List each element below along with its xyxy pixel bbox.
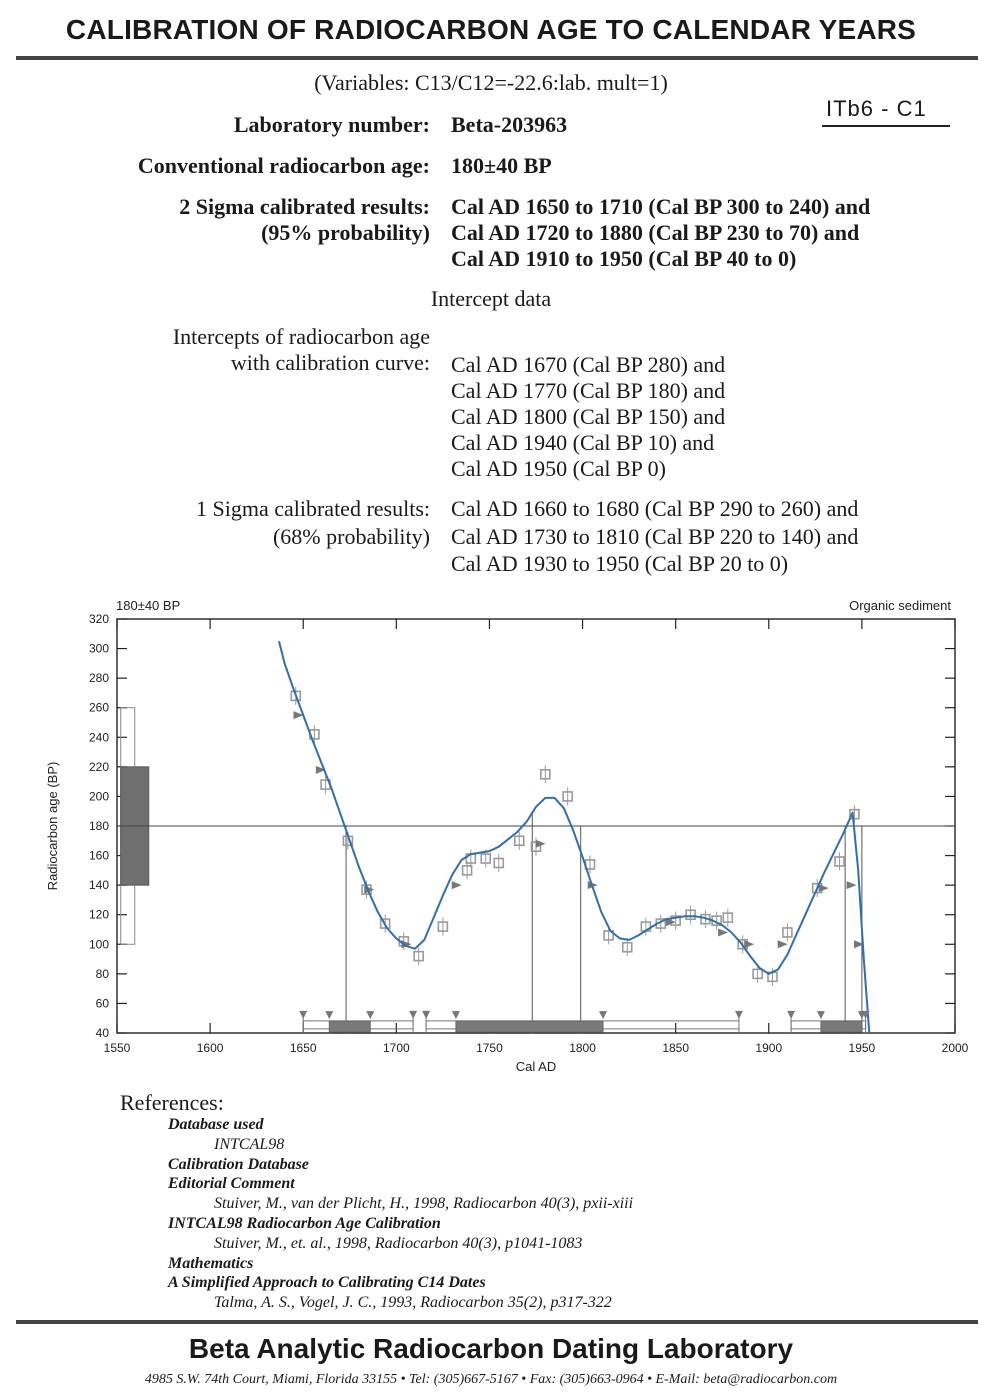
conventional-age-label: Conventional radiocarbon age: bbox=[137, 153, 430, 178]
sigma1-range-bar bbox=[329, 1021, 370, 1032]
curve-marker bbox=[778, 940, 788, 948]
sigma1-range-marker bbox=[366, 1011, 374, 1019]
x-tick-label: 1950 bbox=[848, 1041, 876, 1055]
y-tick-label: 220 bbox=[88, 759, 109, 774]
curve-marker bbox=[847, 881, 857, 889]
reference-entry: Stuiver, M., van der Plicht, H., 1998, Radiocarbon 40(3), pxii-xiii bbox=[214, 1195, 634, 1213]
intercept-line-2: Cal AD 1770 (Cal BP 180) and bbox=[451, 378, 726, 403]
curve-marker bbox=[744, 940, 754, 948]
reference-heading: Mathematics bbox=[168, 1254, 254, 1272]
y-tick-label: 160 bbox=[88, 848, 109, 863]
y-tick-label: 80 bbox=[95, 966, 109, 981]
reference-heading: Editorial Comment bbox=[168, 1175, 295, 1193]
curve-marker bbox=[819, 884, 829, 892]
two-sigma-line-2: Cal AD 1720 to 1880 (Cal BP 230 to 70) and bbox=[451, 220, 860, 245]
reference-heading: INTCAL98 Radiocarbon Age Calibration bbox=[168, 1215, 441, 1232]
sigma2-range-marker bbox=[787, 1011, 795, 1019]
reference-entry: Talma, A. S., Vogel, J. C., 1993, Radiocarbon 35(2), p317-322 bbox=[214, 1294, 612, 1312]
one-sigma-line-3: Cal AD 1930 to 1950 (Cal BP 20 to 0) bbox=[451, 551, 789, 576]
intercepts-label-2: with calibration curve: bbox=[230, 350, 430, 375]
x-tick-label: 1700 bbox=[382, 1041, 410, 1055]
sigma1-range-marker bbox=[599, 1011, 607, 1019]
intercept-line-5: Cal AD 1950 (Cal BP 0) bbox=[451, 456, 666, 481]
one-sigma-line-2: Cal AD 1730 to 1810 (Cal BP 220 to 140) and bbox=[451, 524, 859, 549]
two-sigma-line-3: Cal AD 1910 to 1950 (Cal BP 40 to 0) bbox=[451, 246, 797, 271]
y-tick-label: 40 bbox=[95, 1026, 109, 1040]
variables-line: (Variables: C13/C12=-22.6:lab. mult=1) bbox=[314, 70, 668, 95]
sigma2-range-marker bbox=[422, 1011, 430, 1019]
sigma1-range-marker bbox=[325, 1011, 333, 1019]
curve-marker bbox=[452, 881, 462, 889]
sigma1-range-bar bbox=[456, 1021, 603, 1032]
y-tick-label: 260 bbox=[88, 700, 109, 715]
sigma2-range-marker bbox=[735, 1011, 743, 1019]
reference-heading: Calibration Database bbox=[168, 1155, 309, 1173]
chart-title-left: 180±40 BP bbox=[116, 598, 181, 613]
y-tick-label: 140 bbox=[88, 878, 109, 893]
reference-entry: INTCAL98 bbox=[214, 1135, 285, 1153]
one-sigma-line-1: Cal AD 1660 to 1680 (Cal BP 290 to 260) and bbox=[451, 496, 859, 521]
x-tick-label: 1750 bbox=[476, 1041, 503, 1055]
footer-address: 4985 S.W. 74th Court, Miami, Florida 33155 • Tel: (305)667-5167 • Fax: (305)663-0964 • E-Mail: beta@radiocarbon.com bbox=[144, 1372, 838, 1387]
y-tick-label: 180 bbox=[88, 819, 109, 833]
footer-lab-name: Beta Analytic Radiocarbon Dating Laboratory bbox=[188, 1333, 794, 1364]
header-rule bbox=[16, 56, 978, 60]
sigma1-range-marker bbox=[452, 1011, 460, 1019]
y-tick-label: 280 bbox=[88, 671, 109, 686]
sigma2-range-marker bbox=[409, 1011, 417, 1019]
sample-id-underline bbox=[822, 125, 950, 127]
x-tick-label: 1850 bbox=[662, 1041, 690, 1055]
y-tick-label: 200 bbox=[88, 789, 109, 804]
one-sigma-probability: (68% probability) bbox=[272, 524, 430, 549]
y-tick-label: 300 bbox=[88, 641, 109, 656]
sigma1-range-bar bbox=[821, 1021, 862, 1032]
footer-rule bbox=[16, 1320, 978, 1324]
intercepts-label: Intercepts of radiocarbon age bbox=[172, 324, 430, 349]
x-tick-label: 1600 bbox=[196, 1041, 224, 1055]
y-tick-label: 320 bbox=[88, 612, 109, 626]
y-axis-label: Radiocarbon age (BP) bbox=[45, 761, 60, 891]
intercept-line-4: Cal AD 1940 (Cal BP 10) and bbox=[451, 430, 715, 455]
calibration-chart bbox=[0, 590, 982, 1090]
lab-number-value: Beta-203963 bbox=[451, 112, 568, 137]
sigma1-range-marker bbox=[817, 1011, 825, 1019]
x-tick-label: 1900 bbox=[755, 1041, 783, 1055]
reference-entry: Stuiver, M., et. al., 1998, Radiocarbon 40(3), p1041-1083 bbox=[214, 1234, 583, 1252]
one-sigma-label: 1 Sigma calibrated results: bbox=[196, 496, 430, 521]
sigma2-range-marker bbox=[299, 1011, 307, 1019]
y-tick-label: 60 bbox=[95, 996, 109, 1011]
page-title: CALIBRATION OF RADIOCARBON AGE TO CALENDAR YEARS bbox=[65, 14, 917, 45]
reference-heading: A Simplified Approach to Calibrating C14 Dates bbox=[168, 1274, 486, 1292]
two-sigma-line-1: Cal AD 1650 to 1710 (Cal BP 300 to 240) and bbox=[451, 194, 871, 219]
y-tick-label: 100 bbox=[88, 937, 109, 952]
intercept-line-1: Cal AD 1670 (Cal BP 280) and bbox=[451, 352, 726, 377]
x-tick-label: 1800 bbox=[569, 1041, 596, 1055]
y-tick-label: 240 bbox=[88, 730, 109, 745]
x-tick-label: 1650 bbox=[289, 1041, 317, 1055]
intercept-line-3: Cal AD 1800 (Cal BP 150) and bbox=[451, 404, 726, 429]
two-sigma-probability: (95% probability) bbox=[261, 220, 430, 245]
y-tick-label: 120 bbox=[88, 907, 109, 922]
lab-number-label: Laboratory number: bbox=[233, 112, 430, 137]
x-tick-label: 1550 bbox=[103, 1041, 131, 1055]
reference-heading: Database used bbox=[168, 1116, 264, 1133]
x-axis-label: Cal AD bbox=[515, 1059, 557, 1074]
chart-title-right: Organic sediment bbox=[849, 598, 951, 613]
sample-id-handwritten: ITb6 - C1 bbox=[826, 96, 927, 121]
calibration-curve bbox=[279, 641, 869, 1033]
references-heading: References: bbox=[120, 1090, 224, 1115]
two-sigma-label: 2 Sigma calibrated results: bbox=[179, 194, 430, 219]
x-tick-label: 2000 bbox=[941, 1041, 969, 1055]
conventional-age-value: 180±40 BP bbox=[451, 153, 552, 178]
intercept-heading: Intercept data bbox=[430, 286, 552, 311]
